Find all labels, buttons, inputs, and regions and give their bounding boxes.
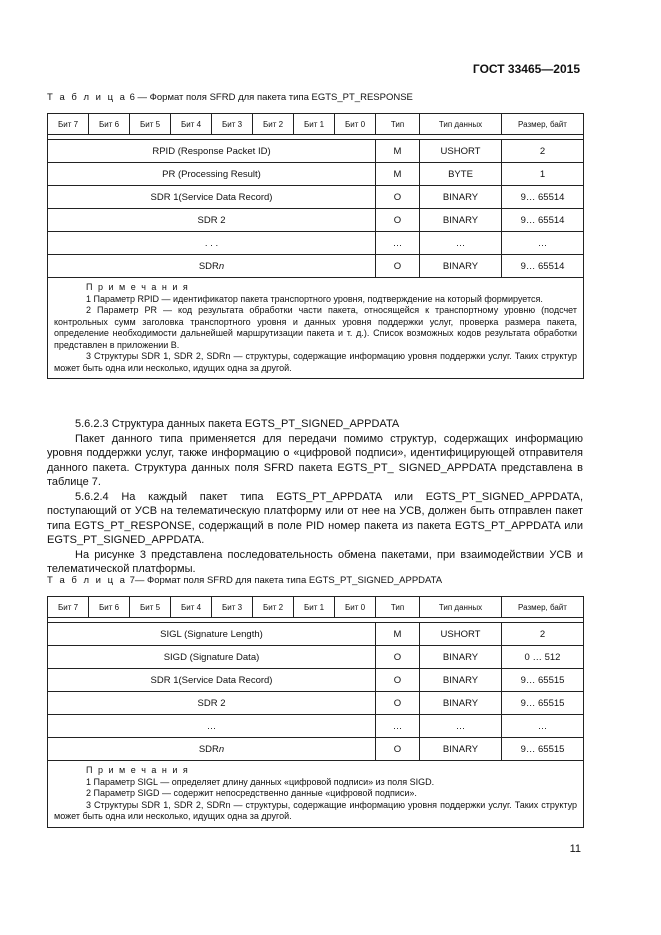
field-name-cell	[48, 669, 376, 692]
table6-column-header: Бит 4	[171, 114, 212, 135]
field-name-cell	[48, 186, 376, 209]
table6-note-2: 2 Параметр PR — код результата обработки части пакета, относящейся к транспортному уровню (подсчет контрольных сумм заголовка транспортного уровня и данных уровня поддержки услуг, проверка размера пакета, определение необходимости дальнейшей маршрутизации пакета и т. д.). Список возможных кодов результата обработки представлен в приложении В.	[54, 305, 577, 350]
field-type-cell: M	[376, 140, 420, 163]
field-data-type-cell: BINARY	[420, 646, 502, 669]
table-row	[48, 715, 584, 738]
table7-column-header: Бит 4	[171, 597, 212, 618]
table7-note-2: 2 Параметр SIGD — содержит непосредственно данные «цифровой подписи».	[86, 788, 417, 798]
table6-body	[48, 140, 584, 278]
table-row	[48, 186, 584, 209]
field-name-cell	[48, 692, 376, 715]
field-type-cell: O	[376, 209, 420, 232]
field-data-type-cell: BINARY	[420, 669, 502, 692]
field-type-cell: M	[376, 163, 420, 186]
table7-column-header: Бит 6	[89, 597, 130, 618]
field-name-cell	[48, 140, 376, 163]
table-row	[48, 163, 584, 186]
field-data-type-cell: …	[420, 232, 502, 255]
field-size-cell: 9… 65515	[502, 669, 584, 692]
table7-note-1: 1 Параметр SIGL — определяет длину данных «цифровой подписи» из поля SIGD.	[86, 776, 435, 787]
table-row	[48, 692, 584, 715]
table-row	[48, 646, 584, 669]
field-size-cell: 9… 65514	[502, 255, 584, 278]
table-row	[48, 209, 584, 232]
table-row	[48, 738, 584, 761]
table-row	[48, 669, 584, 692]
body-paragraph-2: 5.6.2.4 На каждый пакет типа EGTS_PT_APPDATA или EGTS_PT_SIGNED_APPDATA, поступающий от УСВ на телематическую платформу или от нее на УСВ, должен быть отправлен пакет типа EGTS_PT_RESPONSE, содержащий в поле PID номер пакета из пакета EGTS_PT_APPDATA или EGTS_PT_SIGNED_APPDATA.	[47, 490, 583, 546]
field-size-cell: 9… 65514	[502, 209, 584, 232]
field-name-suffix: n	[218, 743, 225, 755]
table6-column-header: Тип	[376, 114, 420, 135]
table6-column-header: Бит 5	[130, 114, 171, 135]
field-size-cell: 1	[502, 163, 584, 186]
field-name: SDR 1(Service Data Record)	[150, 674, 273, 686]
table-row	[48, 232, 584, 255]
table6-column-header: Бит 1	[294, 114, 335, 135]
field-name: SDR 2	[197, 697, 226, 709]
field-name-cell	[48, 232, 376, 255]
table6-column-header: Бит 6	[89, 114, 130, 135]
field-name: PR (Processing Result)	[162, 168, 261, 180]
table6-column-header: Бит 7	[48, 114, 89, 135]
field-name-cell	[48, 255, 376, 278]
table7-note-3: 3 Структуры SDR 1, SDR 2, SDRn — структуры, содержащие информацию уровня поддержки услуг. Таких структур может быть одна или несколько, идущих одна за другой.	[54, 799, 577, 821]
table7-column-header: Бит 1	[294, 597, 335, 618]
field-name: SIGD (Signature Data)	[163, 651, 260, 663]
table6-header-row	[48, 114, 584, 135]
body-paragraph-3: На рисунке 3 представлена последовательность обмена пакетами, при взаимодействии УСВ и телематической платформы.	[47, 548, 583, 575]
field-type-cell: O	[376, 186, 420, 209]
field-name: SDR	[198, 260, 219, 272]
section-heading-5-6-2-3: 5.6.2.3 Структура данных пакета EGTS_PT_SIGNED_APPDATA	[75, 418, 400, 430]
table6-caption	[47, 92, 413, 103]
field-name: SDR 1(Service Data Record)	[150, 191, 273, 203]
table7-notes-title: П р и м е ч а н и я	[86, 765, 190, 775]
body-text	[47, 417, 583, 577]
table6-column-header: Бит 0	[335, 114, 376, 135]
field-size-cell: 9… 65514	[502, 186, 584, 209]
field-data-type-cell: BINARY	[420, 738, 502, 761]
field-type-cell: …	[376, 232, 420, 255]
field-type-cell: O	[376, 738, 420, 761]
field-size-cell: 2	[502, 623, 584, 646]
table6-caption-prefix: Т а б л и ц а	[47, 92, 127, 103]
field-name-suffix: n	[218, 260, 225, 272]
page-number: 11	[569, 843, 581, 855]
table7-column-header: Бит 5	[130, 597, 171, 618]
table7-caption-prefix: Т а б л и ц а	[47, 575, 127, 586]
field-data-type-cell: USHORT	[420, 623, 502, 646]
table6-note-3: 3 Структуры SDR 1, SDR 2, SDRn — структуры, содержащие информацию уровня поддержки услуг. Таких структур может быть одна или несколько, идущих одна за другой.	[54, 351, 577, 373]
table6-column-header: Бит 2	[253, 114, 294, 135]
table6-notes	[48, 278, 584, 379]
body-paragraph-1: Пакет данного типа применяется для передачи помимо структур, содержащих информацию уровня поддержки услуг, также информацию о «цифровой подписи», идентифицирующей отправителя данного пакета. Структура данных поля SFRD пакета EGTS_PT_ SIGNED_APPDATA представлена в таблице 7.	[47, 432, 583, 488]
field-name-cell	[48, 646, 376, 669]
table6	[47, 113, 584, 379]
field-name: SDR 2	[197, 214, 226, 226]
field-data-type-cell: …	[420, 715, 502, 738]
table6-caption-text: 6 — Формат поля SFRD для пакета типа EGTS_PT_RESPONSE	[126, 92, 413, 103]
field-name: SDR	[198, 743, 219, 755]
field-name-cell	[48, 623, 376, 646]
field-type-cell: …	[376, 715, 420, 738]
field-data-type-cell: BINARY	[420, 186, 502, 209]
table7	[47, 596, 584, 828]
field-name: SIGL (Signature Length)	[160, 628, 263, 640]
table6-notes-title: П р и м е ч а н и я	[86, 282, 190, 292]
field-name-cell	[48, 738, 376, 761]
field-type-cell: O	[376, 255, 420, 278]
table7-caption	[47, 575, 442, 586]
table7-column-header: Бит 0	[335, 597, 376, 618]
field-type-cell: M	[376, 623, 420, 646]
field-data-type-cell: USHORT	[420, 140, 502, 163]
field-name-cell	[48, 209, 376, 232]
field-data-type-cell: BINARY	[420, 255, 502, 278]
table7-body	[48, 623, 584, 761]
table7-header-row	[48, 597, 584, 618]
field-type-cell: O	[376, 692, 420, 715]
field-size-cell: 0 … 512	[502, 646, 584, 669]
field-size-cell: 9… 65515	[502, 738, 584, 761]
field-size-cell: …	[502, 232, 584, 255]
table6-column-header: Тип данных	[420, 114, 502, 135]
field-name: …	[206, 720, 217, 732]
table7-column-header: Размер, байт	[502, 597, 584, 618]
table7-column-header: Бит 3	[212, 597, 253, 618]
field-name: RPID (Response Packet ID)	[152, 145, 271, 157]
field-type-cell: O	[376, 646, 420, 669]
table7-notes	[48, 761, 584, 828]
table7-caption-text: 7— Формат поля SFRD для пакета типа EGTS_PT_SIGNED_APPDATA	[126, 575, 443, 586]
field-data-type-cell: BINARY	[420, 692, 502, 715]
table7-column-header: Бит 7	[48, 597, 89, 618]
field-name-cell	[48, 715, 376, 738]
field-size-cell: 9… 65515	[502, 692, 584, 715]
table6-column-header: Бит 3	[212, 114, 253, 135]
table7-column-header: Тип данных	[420, 597, 502, 618]
table6-column-header: Размер, байт	[502, 114, 584, 135]
field-name-cell	[48, 163, 376, 186]
table-row	[48, 623, 584, 646]
table-row	[48, 255, 584, 278]
table-row	[48, 140, 584, 163]
field-data-type-cell: BYTE	[420, 163, 502, 186]
standard-number: ГОСТ 33465—2015	[472, 62, 580, 76]
field-size-cell: …	[502, 715, 584, 738]
field-size-cell: 2	[502, 140, 584, 163]
field-type-cell: O	[376, 669, 420, 692]
table7-column-header: Бит 2	[253, 597, 294, 618]
table7-column-header: Тип	[376, 597, 420, 618]
field-name: . . .	[204, 237, 219, 249]
table6-note-1: 1 Параметр RPID — идентификатор пакета транспортного уровня, подтверждение на который формируется.	[86, 293, 543, 304]
field-data-type-cell: BINARY	[420, 209, 502, 232]
